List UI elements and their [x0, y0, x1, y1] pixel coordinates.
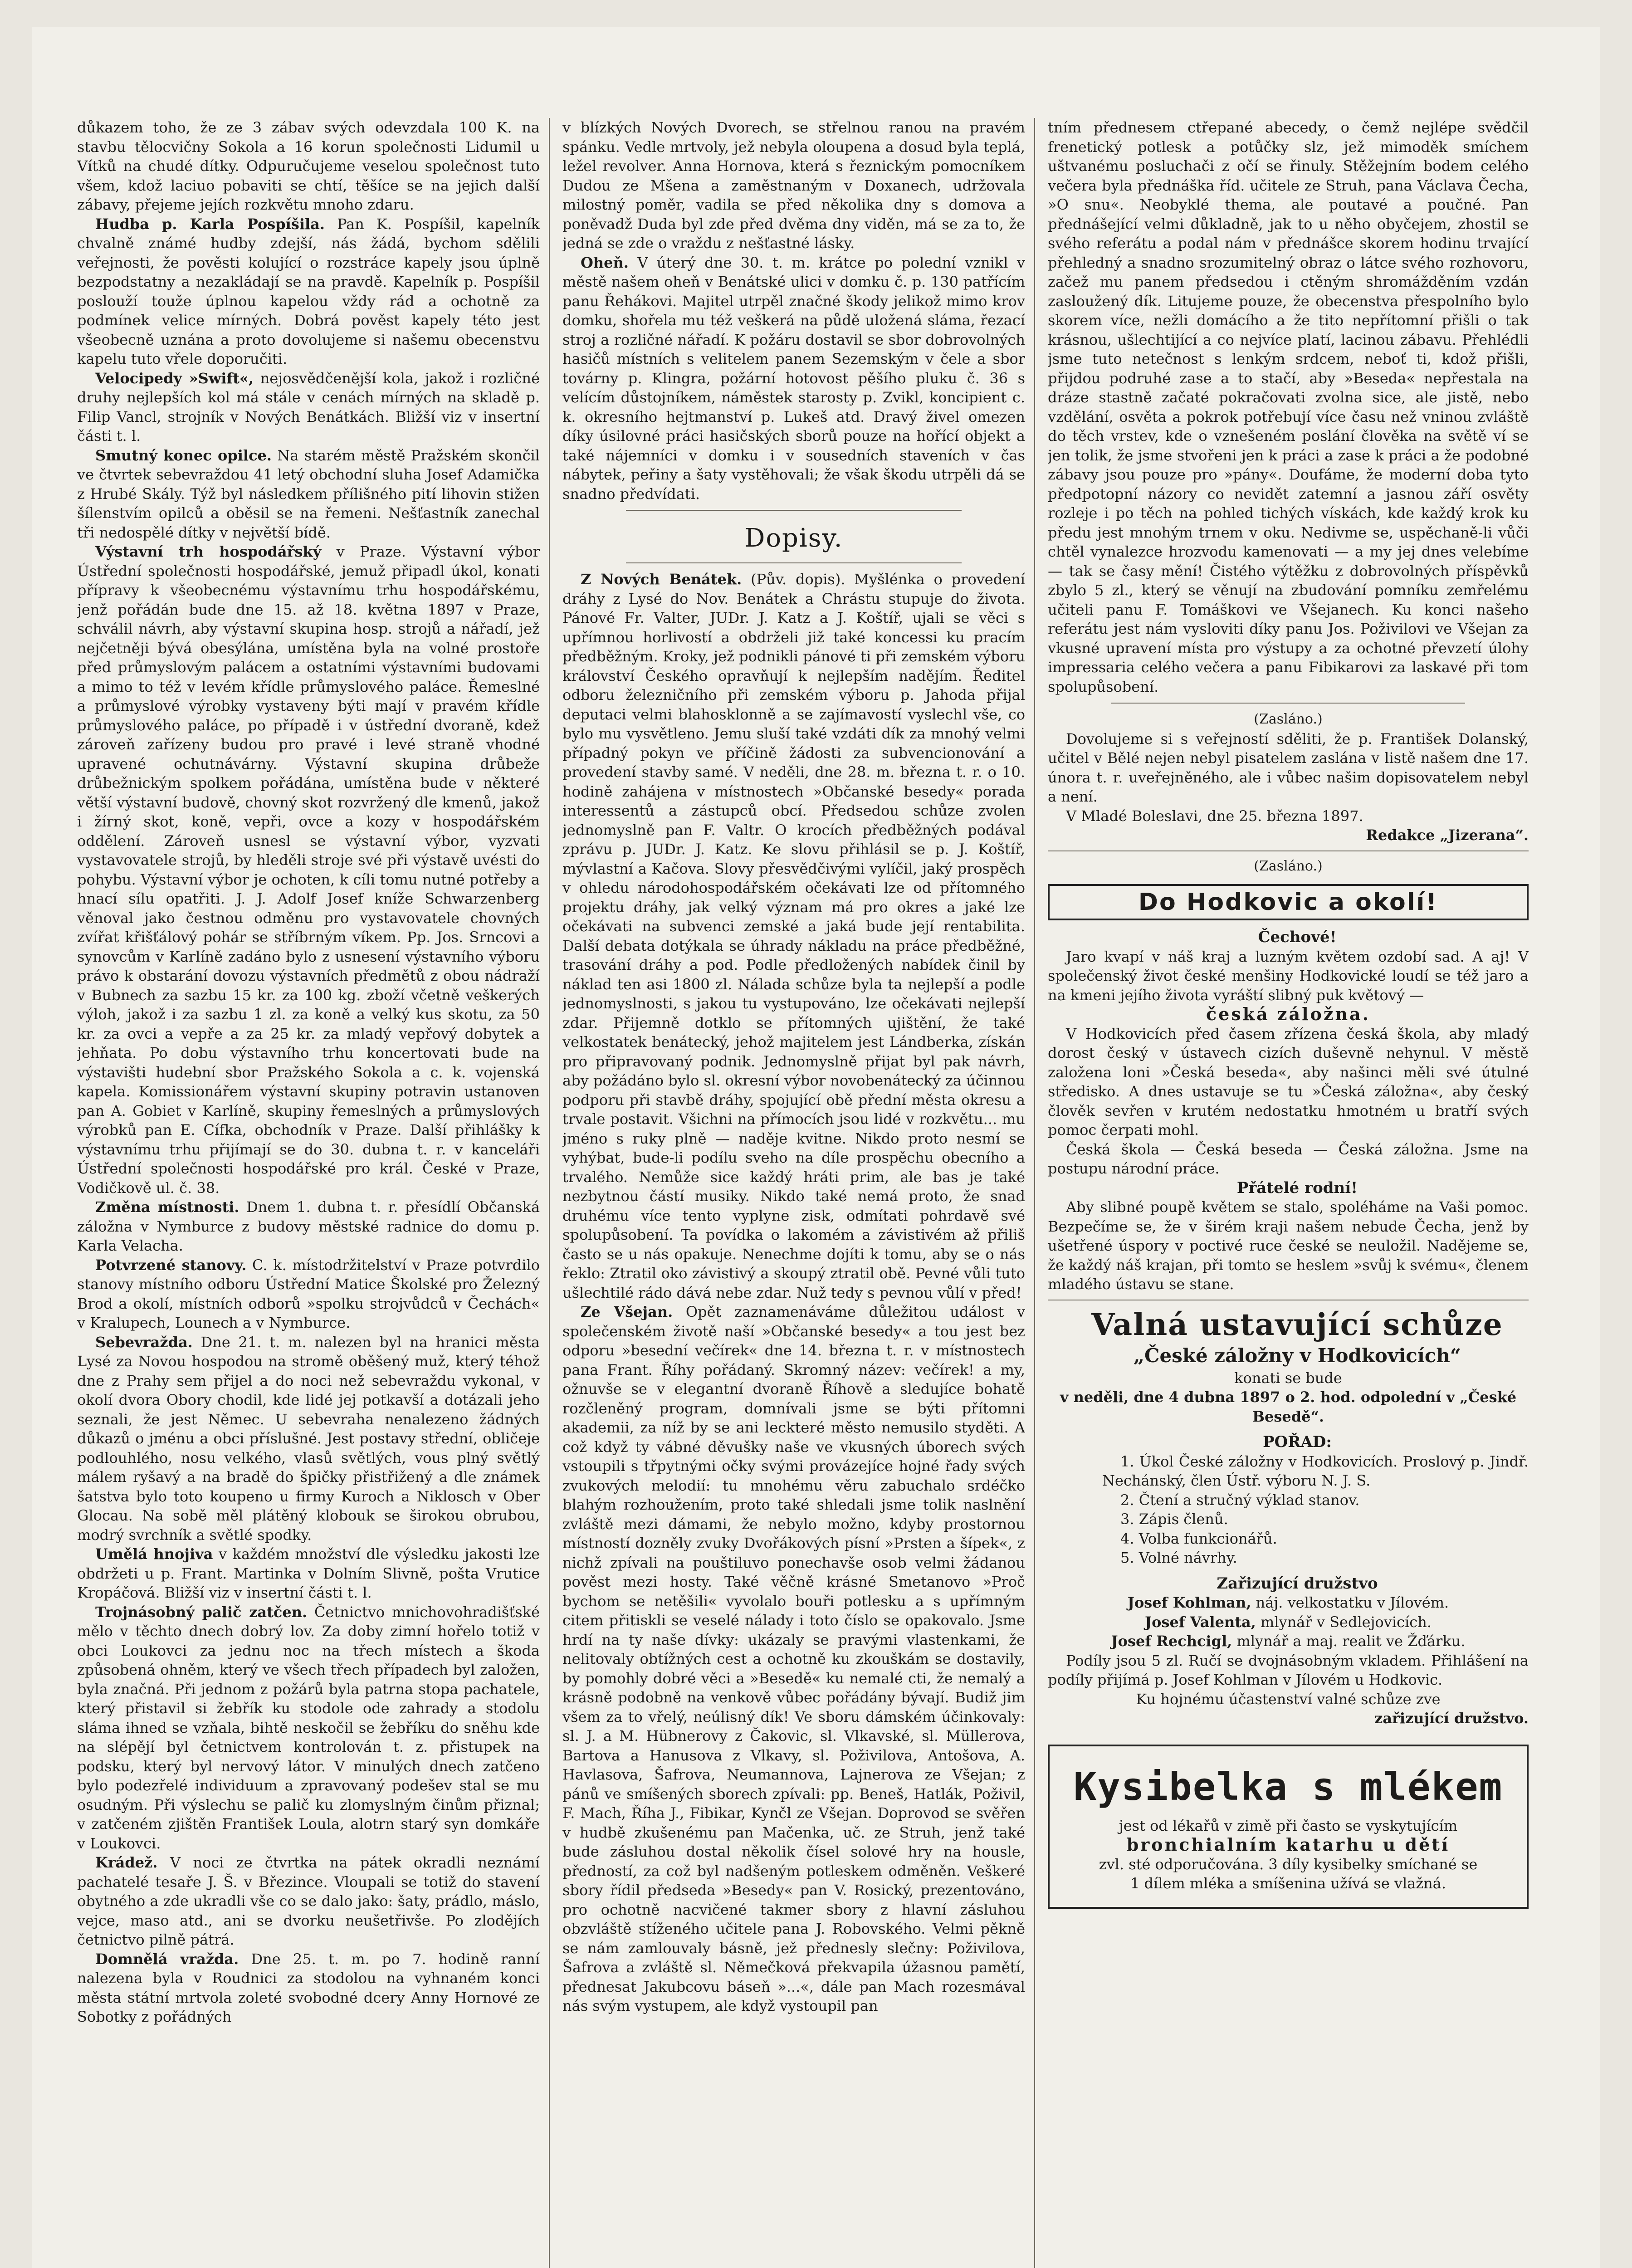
- meeting-subtitle: „České záložny v Hodkovicích“: [1133, 1344, 1461, 1367]
- ad-banner: Do Hodkovic a okolí!: [1048, 884, 1529, 920]
- article-headline: Ze Všejan.: [581, 1303, 673, 1320]
- article-headline: Hudba p. Karla Pospíšila.: [95, 215, 325, 233]
- article-text: Pan K. Pospíšil, kapelník chvalně známé hudby zdejší, nás žádá, bychom sdělili veřejnosti, že pověsti kolující o rozstráce kapely jsou úplně bezpodstatny a nezakládají se na pravdě. Kapelník p. Pospíšil poslouží touže úplnou kapelou vždy rád a ochotně za podmínek velice mírných. Dobrá pověst kapely této jest všeobecně uznána a proto dovolujeme si našemu obecenstvu kapelu tuto vřele doporučiti.: [77, 215, 540, 367]
- meeting-when: v neděli, dne 4 dubna 1897 o 2. hod. odpolední v „České Besedě“.: [1060, 1388, 1517, 1425]
- program-heading: POŘAD:: [1263, 1433, 1332, 1451]
- program-item: 5. Volné návrhy.: [1120, 1549, 1237, 1566]
- article-headline: Velocipedy »Swift«,: [95, 369, 254, 387]
- newspaper-page: [32, 27, 1600, 2268]
- article-text: v blízkých Nových Dvorech, se střelnou ranou na pravém spánku. Vedle mrtvoly, jež nebyla oloupena a dosud byla teplá, ležel revolver. Anna Hornova, která s řeznickým pomocníkem Dudou ze Mšena a zaměstnaným v Doxanech, udržovala milostný poměr, vadila se před několika dny s domova a poněvadž Duda byl zde před dvěma dny viděn, má se za to, že jedná se zde o vraždu z nešťastné lásky.: [562, 119, 1025, 252]
- kysibelka-line: jest od lékařů v zimě při často se vyskytujícím: [1119, 1817, 1458, 1834]
- ad-zaslano-label: (Zasláno.): [1254, 858, 1323, 874]
- article-paragraph: [77, 1198, 540, 1256]
- hodkovice-advertisement: [1048, 857, 1529, 1728]
- column-3-articles: [1048, 118, 1529, 696]
- kysibelka-line: 1 dílem mléka a smíšenina užívá se vlažná.: [1130, 1875, 1446, 1892]
- article-text: C. k. místodržitelství v Praze potvrdilo stanovy místního odboru Ústřední Matice Školské pro Železný Brod a okolí, místních odborů »spolku strojvůdců v Čechách« v Kralupech, Lounech a v Nymburce.: [77, 1256, 540, 1331]
- article-text: Opět zaznamenáváme důležitou událost v společenském životě naší »Občanské besedy« a tou jest bez odporu »besední večírek« dne 14. března t. r. v místnostech pana Frant. Říhy pořádaný. Skromný název: večírek! a my, ožnuvše se v elegantní dvoraně Říhově a sledujíce bohatě rozčleněný program, domnívali jsme se býti přítomni akademii, za níž by se ani leckteré město nemusilo styděti. A což když ty vábné děvušky naše ve vkusných úborech svých vstoupili s třpytnými očky svými provázejíce hojné řady svých zvukových melodií: tu mnohému věru zabuchalo srdéčko blahým rozhoužením, proto také shledali jsme tolik naslnění zvláště mezi dámami, že nebylo možno, kdyby prostornou místností dozněly zvuky Dvořákových písní »Prsten a šípek«, z nichž zpívali na pouštiluvo ponechavše osob velmi žádanou pověst mezi hosty. Také věčně krásné Smetanovo »Proč bychom se netěšili« vyvolalo bouři potlesku a s upřímným citem přitiskli se veselé nálady i toto číslo se opakovalo. Jsme hrdí na ty naše dívky: ukázaly se pravými vlastenkami, že nelitovaly obtížných cest a ochotně ku zkouškám se dostavily, by pomohly dobré věci a »Besedě« ku nemalé cti, že nemalý a krásně podobně na venkově vůbec pořádány bývají. Budiž jim všem za to vřelý, neúlisný dík! Ve sboru dámském účinkovaly: sl. J. a M. Hübnerovy z Čakovic, sl. Vlkavské, sl. Müllerova, Bartova a Hanusova z Vlkavy, sl. Poživilova, Antošova, A. Havlasova, Šafrova, Neumannova, Lajnerova ze Všejan; z pánů ve smíšených sborech zpívali: pp. Beneš, Hatlák, Poživil, F. Mach, Říha J., Fibikar, Kynčl ze Všejan. Doprovod se svěřen v hudbě zkušenému pan Mačenka, uč. ze Struh, jenž také bude zásluhou dostal několik čísel solové hry na housle, předností, za což byl nadšeným potleskem odměněn. Veškeré sbory řídil předseda »Besedy« pan V. Rosický, prezentováno, pro ochotně nacvičené takmer sbory z hlavní zásluhou obzvláště stíženého učitele pana J. Robovského. Velmi pěkně se nám zamlouvaly básně, jež přednesly slečny: Poživilova, Šafrova a zvláště sl. Němečková překvapila úžasnou pamětí, přednesat Jakubcovu báseň »...«, dále pan Mach rozesmával nás svým vystupem, ale když vystoupil pan: [562, 1303, 1025, 2014]
- article-paragraph: [562, 1302, 1025, 2016]
- column-1: [77, 118, 540, 2268]
- article-text: Dne 25. t. m. po 7. hodině ranní nalezena byla v Roudnici za stodolou na vyhnaném konci města státní mrtvola zoleté svobodné dcery Anny Hornové ze Sobotky z pořádných: [77, 1950, 540, 2025]
- dopisy-heading: Dopisy.: [744, 523, 843, 553]
- article-headline: Z Nových Benátek.: [581, 571, 742, 588]
- member-name: Josef Valenta,: [1145, 1613, 1256, 1631]
- article-headline: Domnělá vražda.: [95, 1950, 239, 1968]
- kysibelka-line: bronchialním katarhu u dětí: [1126, 1834, 1450, 1855]
- article-paragraph: [77, 1950, 540, 2027]
- article-text: (Pův. dopis). Myšlénka o provedení dráhy z Lysé do Nov. Benátek a Chrástu stupuje do života. Pánové Fr. Valter, JUDr. J. Katz a J. Koštíř, ujali se věci s upřímnou horlivostí a obdrželi již také koncessi ku pracím předběžným. Kroky, jež podnikli pánové ti při zemském výboru království Českého opravňují k nejlepším nadějím. Ředitel odboru železničního při zemském výboru p. Jahoda přijal deputaci velmi blahosklonně a se zajímavostí vyslechl vše, co bylo mu vysvětleno. Jemu sluší také vzdáti dík za mnohý velmi případný pokyn ve příčině žádosti za subvencionování a provedení stavby samé. V neděli, dne 28. m. března t. r. o 10. hodině zahájena v místnostech »Občanské besedy« porada interessentů a zástupců obcí. Předsedou schůze zvolen jednomyslně pan F. Valtr. O krocích předběžných podával zprávu p. JUDr. J. Katz. Ke slovu přihlásil se p. J. Koštíř, mývlastní a Kačova. Slovy přesvědčivými vylíčil, jaký prospěch v ohledu národohospodářském očekávati lze od přítomného projektu dráhy, jak velký význam má pro okres a jaké lze očekávati na subvenci zemské a jaká bude její rentabilita. Další debata dotýkala se úhrady nákladu na práce předběžné, trasování dráhy a pod. Podle předložených nabídek činil by náklad ten asi 1800 zl. Nálada schůze byla ta nejlepší a podle jednomyslnosti, s jakou tu vystupováno, lze očekávati nejlepší zdar. Přijemně dotklo se přítomných ujištění, že také velkostatek benátecký, jehož majitelem jest Lándberka, získán pro připravovaný podnik. Jednomyslně přijat byl pak návrh, aby požádáno bylo sl. okresní výbor novobenátecký za účinnou podporu při stavbě dráhy, spojující obě přední města okresu a trvale postavit. Všichni na přímocích jsou lidé v rozkvětu... mu jméno s ruky plně — naděje kvitne. Nikdo proto nesmí se vyhýbat, bude-li podílu sveho na díle prospěchu obecního a trvalého. Nemůže sice každý hráti prim, ale bas je také nezbytnou částí musiky. Nikdo také nemá proto, že snad druhému více tento vyplyne zisk, odmítati pohrdavě své spolupůsobení. Ta povídka o lakomém a závistivém až přiliš často se u nás opakuje. Nenechme dojíti k tomu, aby se o nás řeklo: Ztratil oko závistivý a skoupý ztratil obě. Pevné vůli tuto ušlechtilé rádo dává nebe zdar. Nuž tedy s pevnou vůlí v před!: [562, 571, 1025, 1301]
- member-description: mlynář a maj. realit ve Žďárku.: [1236, 1633, 1466, 1650]
- article-paragraph: [77, 1256, 540, 1333]
- article-headline: Krádež.: [95, 1854, 158, 1871]
- article-text: Dnem 1. dubna t. r. přesídlí Občanská záložna v Nymburce z budovy městské radnice do domu p. Karla Velacha.: [77, 1198, 540, 1254]
- article-headline: Smutný konec opilce.: [95, 446, 272, 464]
- article-text: Na starém městě Pražském skončil ve čtvrtek sebevraždou 41 letý obchodní sluha Josef Adamička z Hrubé Skály. Týž byl následkem přílišného pití lihovin stižen šílenstvím opilců a oběsil se na řemeni. Nešťastník zanechal tři nedospělé dítky v největší bídě.: [77, 446, 540, 541]
- section-divider: [626, 510, 962, 511]
- article-paragraph: [77, 1545, 540, 1603]
- program-item: 4. Volba funkcionářů.: [1120, 1530, 1277, 1547]
- kysibelka-advertisement: [1048, 1745, 1529, 1909]
- zaslano-signature: Redakce „Jizerana“.: [1366, 826, 1529, 844]
- ad-paragraph: Jaro kvapí v náš kraj a luzným květem ozdobí sad. A aj! V společenský život české menšiny Hodkovické loudí se též jaro a na kmeni jejího života vyráští slibný puk květový —: [1048, 948, 1529, 1004]
- kysibelka-title: Kysibelka s mlékem: [1073, 1764, 1503, 1809]
- program-item: 2. Čtení a stručný výklad stanov.: [1120, 1491, 1360, 1509]
- article-text: Četnictvo mnichovohradišťské mělo v těchto dnech dobrý lov. Za doby zimní hořelo totiž v obci Loukovci za jednu noc na třech místech a škoda způsobená ohněm, který ve všech třech případech byl založen, byla značná. Při jednom z požárů byla patrna stopa pachatele, který přistavil si žebřík ku stodole ode zahrady a stodolu sláma ihned se vzňala, bihtě neskočil se žebříku do sněhu kde na slépějí byl četnictvem kontrolován t. z. přistupek na podsku, který byl nervový látor. V minulých dnech zatčeno bylo podezřelé individuum a zpravovaný podešev stal se mu osudným. Při výslechu se palič ku zlomyslným činům přiznal; v zatčeném zjištěn František Loula, alotrn starý syn domkáře v Loukovci.: [77, 1603, 540, 1852]
- committee-member: [1048, 1613, 1529, 1632]
- program-list: [1048, 1452, 1529, 1568]
- article-text: V úterý dne 30. t. m. krátce po polední vznikl v městě našem oheň v Benátské ulici v domku č. p. 130 patřícím panu Řehákovi. Majitel utrpěl značné škody jelikož mimo krov domku, shořela mu též veškerá na půdě uložená sláma, řezací stroj a rozličné nářadí. K požáru dostavil se sbor dobrovolných hasičů místních s velitelem panem Sezemským v čele a sbor továrny p. Klingra, požární hotovost pěšího pluku č. 36 s velícím důstojníkem, náměstek starosty p. Zvikl, koncipient c. k. okresního hejtmanství p. Lukeš atd. Dravý živel omezen díky úsilovné práci hasičských sborů pouze na hořící objekt a také nájemníci v domku i v sousedních staveních v čas nábytek, peřiny a šaty vystěhovali; že však škodu utrpěli dá se snadno předvídati.: [562, 254, 1025, 503]
- article-paragraph: [77, 542, 540, 1198]
- article-paragraph: [1048, 118, 1529, 696]
- article-paragraph: [77, 1853, 540, 1950]
- ad-shares: Podíly jsou 5 zl. Ručí se dvojnásobným vkladem. Přihlášení na podíly přijímá p. Josef Kohlman v Jílovém u Hodkovic.: [1048, 1652, 1529, 1688]
- article-paragraph: [77, 1603, 540, 1853]
- meeting-title: Valná ustavující schůze: [1091, 1306, 1503, 1342]
- article-text: v každém množství dle výsledku jakosti lze obdržeti u p. Frant. Martinka v Dolním Slivně, pošta Vrutice Kropáčová. Bližší viz v insertní části t. l.: [77, 1545, 540, 1601]
- article-paragraph: [77, 1333, 540, 1545]
- column-3: [1048, 118, 1529, 2268]
- article-headline: Sebevražda.: [95, 1333, 193, 1351]
- column-2: [562, 118, 1025, 2268]
- article-headline: Trojnásobný palič zatčen.: [95, 1603, 308, 1621]
- article-text: V noci ze čtvrtka na pátek okradli neznámí pachatelé tesaře J. Š. v Březince. Vloupali se totiž do stavení obytného a zde ukradli vše co se dalo jako: šaty, prádlo, máslo, vejce, maso atd., ani se dvorku neušetřivše. Po zlodějích četnictvo pilně pátrá.: [77, 1854, 540, 1948]
- committee-members: [1048, 1593, 1529, 1651]
- article-text: tním přednesem ctřepané abecedy, o čemž nejlépe svědčil frenetický potlesk a potůčky slz, jež mimoděk smíchem uštvanému posluchači z očí se řinuly. Stěžejním bodem celého večera byla přednáška říd. učitele ze Struh, pana Václava Čecha, »O snu«. Neobyklé thema, ale poutavé a poučné. Pan přednášející velmi důkladně, jak to u něho obyčejem, zhostil se svého referátu a podal nám v přednášce skorem hodinu trvající přehledný a snadno srozumitelný obraz o látce svého rozhovoru, začež mu panem předsedou i ctěným shromážděním vzdán zasloužený dík. Litujeme pouze, že obecenstva přespolního bylo skorem více, nežli domácího a že tito nepřítomní přišli o tak krásnou, ušlechtijící a co nejvíce platí, lacinou zábavu. Přehlédli jsme tuto netečnost s lenkým srdcem, neboť ti, kdož přišli, přijdou podruhé zase a to stačí, aby »Beseda« nepřestala na dráze stastně začaté pokračovati zvolna sice, ale jistě, nebo vzdělání, osvěta a pokrok potřebují více času než vninou zvláště do těch vrstev, kde o vznešeném poslání člověka na světě ví se jen tolik, že jsme stvořeni jen k práci a zase k práci a že podobné zábavy jsou pouze pro »pány«. Doufáme, že moderní doba tyto předpotopní názory co nevidět zatemní a jasnou září osvěty rozleje i po těch na pohled tichých vískách, kde každý krok ku předu jest mnohým trnem v oku. Nedivme se, uspěchaně-li vůči chtěl vynalezce hrozvodu kamenovati — a my jej dnes velebíme — tak se časy mění! Čistého výtěžku z dobrovolných příspěvků zbylo 5 zl., který se věnují na zbudování pomníku zemřelému učiteli panu F. Tomáškovi ve Všejanech. Ku konci našeho referátu jest nám vysloviti díky panu Jos. Poživilovi ve Všejan za vkusné upravení místa pro výstupy a za ochotné převzetí úlohy impressaria celého večera a panu Fibikarovi za laskavé při tom spolupůsobení.: [1048, 119, 1529, 695]
- ad-invite: Ku hojnému účastenství valné schůze zve: [1136, 1690, 1441, 1708]
- meeting-held: konati se bude: [1234, 1369, 1342, 1387]
- article-paragraph: [562, 118, 1025, 253]
- article-text: důkazem toho, že ze 3 zábav svých odevzdala 100 K. na stavbu tělocvičny Sokola a 16 korun společnosti Lidumil u Vítků na chudé dítky. Odpuručujeme veselou společnost tuto všem, kdož laciuo pobaviti se chtí, těšíce se na jejich další zábavy, přejeme jejích rozkvětu mnoho zdaru.: [77, 119, 540, 213]
- article-headline: Oheň.: [581, 254, 629, 271]
- zaslano-date: V Mladé Boleslavi, dne 25. března 1897.: [1066, 807, 1363, 825]
- article-headline: Výstavní trh hospodářský: [95, 543, 322, 560]
- zaslano-text: Dovolujeme si s veřejností sděliti, že p. František Dolanský, učitel v Bělé nejen nebyl pisatelem zaslána v listě našem dne 17. února t. r. uveřejněného, ale i vůbec našim dopisovatelem nebyl a není.: [1048, 730, 1529, 805]
- column-2-articles: [562, 118, 1025, 503]
- article-headline: Umělá hnojiva: [95, 1545, 213, 1563]
- article-paragraph: [77, 118, 540, 215]
- article-paragraph: [562, 253, 1025, 504]
- article-paragraph: [77, 446, 540, 543]
- ad-slogan: Česká škola — Česká beseda — Česká záložna. Jsme na postupu národní práce.: [1048, 1140, 1529, 1177]
- section-divider: [1111, 703, 1465, 704]
- article-headline: Potvrzené stanovy.: [95, 1256, 247, 1274]
- ad-highlight: česká záložna.: [1206, 1004, 1370, 1024]
- column-divider: [1034, 118, 1035, 2268]
- committee-heading: Zařizující družstvo: [1217, 1574, 1378, 1593]
- column-divider: [549, 118, 550, 2268]
- ad-friends-heading: Přátelé rodní!: [1236, 1178, 1358, 1197]
- ad-paragraph: V Hodkovicích před časem zřízena česká škola, aby mladý dorost český v ústavech cizích duševně nehynul. V městě založena loni »Česká beseda«, aby našinci měli své útulné středisko. A dnes ustavuje se tu »Česká záložna«, aby český člověk sevřen v krutém nedostatku hmotném u bratří svých pomoc čerpati mohl.: [1048, 1025, 1529, 1139]
- committee-member: [1048, 1632, 1529, 1651]
- article-text: nejosvědčenější kola, jakož i rozličné druhy nejlepších kol má stále v cenách mírných na skladě p. Filip Vancl, strojník v Nových Benátkách. Bližší viz v insertní části t. l.: [77, 369, 540, 445]
- article-headline: Změna místnosti.: [95, 1198, 239, 1216]
- member-description: mlynář v Sedlejovicích.: [1261, 1613, 1432, 1631]
- zaslano-label: (Zasláno.): [1254, 711, 1323, 727]
- article-paragraph: [77, 369, 540, 446]
- program-item: 1. Úkol České záložny v Hodkovicích. Proslový p. Jindř. Nechánský, člen Ústř. výboru N. J. S.: [1102, 1452, 1529, 1489]
- dopisy-articles: [562, 570, 1025, 2016]
- article-text: Dne 21. t. m. nalezen byl na hranici města Lysé za Novou hospodou na stromě oběšený muž, který téhož dne z Prahy sem přijel a do noci než sebevraždu vykonal, v okolí dvora Obory chodil, kde lidé jej potkavší a dotázali jeho seznali, že jest Němec. U sebevraha nenalezeno žádných důkazů o jménu a obci příslušné. Jest postavy střední, obličeje podlouhlého, nosu velkého, vlasů světlých, vous plný světlý málem ryšavý a na bradě do špičky přistřižený a dle známek šatstva bylo toto koupeno u firmy Kuroch a Niklosch v Ober Glocau. Na sobě měl plátěný klobouk se širokou obrubou, modrý svrchník a světlé spodky.: [77, 1333, 540, 1544]
- section-divider: [1048, 850, 1529, 851]
- article-text: v Praze. Výstavní výbor Ústřední společnosti hospodářské, jemuž připadl úkol, konati přípravy k všeobecnému výstavnímu trhu hospodářskému, jenž pořádán bude dne 15. až 18. května 1897 v Praze, schválil návrh, aby výstavní skupina hosp. strojů a nářadí, jež nejčetněji bývá obesýlána, umístěna byla na volné prostoře před průmyslovým palácem a ostatními výstavními budovami a mimo to též v levém křídle průmyslového paláce. Řemeslné a průmyslové výrobky vystaveny býti mají v pravém křídle průmyslového paláce, po případě i v ústřední dvoraně, kdež zároveň zařízeny budou pro pravé i levé straně vhodné upravené ochutnávárny. Výstavní skupina drůbeže drůbežnickým spolkem pořádána, umístěna bude v některé větší výstavní budově, chovný skot rozvržený dle kmenů, jakož i žírný skot, koně, vepři, ovce a kozy v hospodářském oddělení. Zároveň usnesl se výstavní výbor, vyzvati vystavovatele strojů, by hleděli stroje své při výstavě uvésti do pohybu. Výstavní výbor je ochoten, k cíli tomu nutné potřeby a hnací sílu opatřiti. J. J. Adolf Josef kníže Schwarzenberg věnoval jako čestnou odměnu pro vystavovatele chovných zvířat křišťálový pohár se stříbrným víkem. Pp. Jos. Srncovi a synovcům v Karlíně zadáno bylo z usnesení výstavního výboru právo k obstarání dovozu výstavních předmětů z obou nádraží v Bubnech za sazbu 15 kr. za 100 kg. zboží včetně veškerých výloh, jakož i za sazbu 1 zl. za koně a velký kus skotu, za 50 kr. za ovci a vepře a za 25 kr. za mladý vepřový dobytek a jehňata. Po dobu výstavního trhu koncertovati bude na výstavišti hudební sbor Pražského Sokola a c. k. vojenská kapela. Komissionářem výstavní skupiny potravin ustanoven pan A. Gobiet v Karlíně, skupiny řemeslných a průmyslových výrobků pan E. Cífka, obchodník v Praze. Další přihlášky k výstavnímu trhu přijímají se do 30. dubna t. r. v kanceláři Ústřední společnosti hospodářské pro král. České v Praze, Vodičkově ul. č. 38.: [77, 543, 540, 1197]
- kysibelka-line: zvl. sté odporučována. 3 díly kysibelky smíchané se: [1099, 1855, 1478, 1873]
- section-divider: [626, 562, 962, 563]
- committee-member: [1048, 1593, 1529, 1613]
- zaslano-notice: [1048, 710, 1529, 845]
- article-paragraph: [77, 215, 540, 369]
- ad-greeting: Čechové!: [1258, 928, 1337, 946]
- member-description: náj. velkostatku v Jílovém.: [1256, 1594, 1449, 1611]
- program-item: 3. Zápis členů.: [1120, 1510, 1228, 1528]
- ad-invite-signature: zařizující družstvo.: [1374, 1710, 1529, 1727]
- member-name: Josef Rechcigl,: [1111, 1633, 1232, 1650]
- ad-paragraph: Aby slibné poupě květem se stalo, spoléháme na Vaši pomoc. Bezpečíme se, že v širém kraji našem nebude Čecha, jenž by ušetřené úspory v poctivé ruce české se neuložil. Nadějeme se, že každý náš krajan, při tomto se heslem »svůj k svému«, členem mladého ústavu se stane.: [1048, 1198, 1529, 1293]
- member-name: Josef Kohlman,: [1127, 1594, 1251, 1611]
- article-paragraph: [562, 570, 1025, 1302]
